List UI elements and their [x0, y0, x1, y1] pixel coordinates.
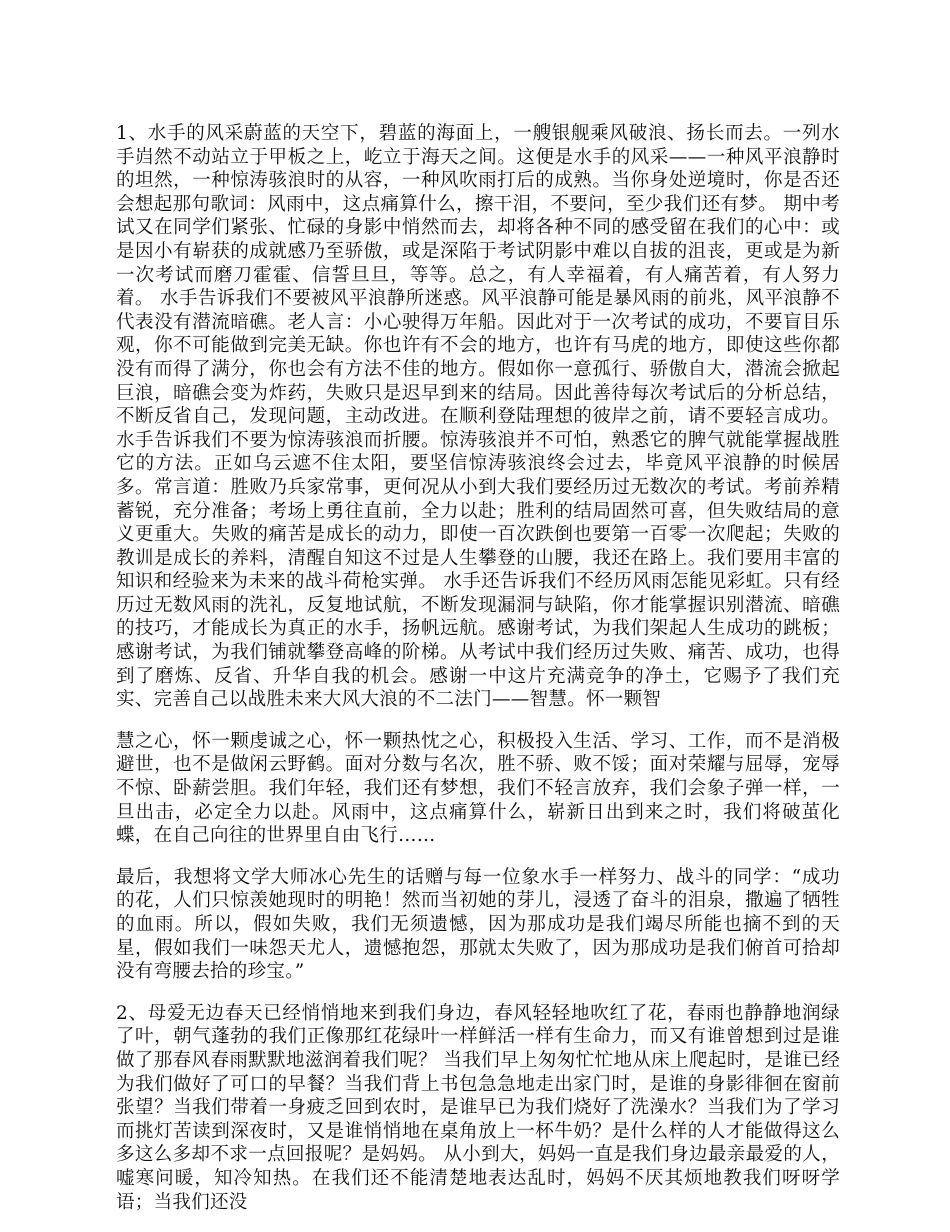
document-body — [116, 122, 840, 1232]
paragraph-bingxin-quote: 最后，我想将文学大师冰心先生的话赠与每一位象水手一样努力、战斗的同学：“成功的花，人们只惊羡她现时的明艳！然而当初她的芽儿，浸透了奋斗的泪泉，撒遍了牺牲的血雨。所以，假如失败，我们无须遗憾，因为那成功是我们竭尽所能也摘不到的天星，假如我们一味怨天尤人，遗憾抱怨，那就太失败了，因为那成功是我们俯首可拾却没有弯腰去拾的珍宝。” — [116, 866, 840, 983]
paragraph-sailor-essay: 1、水手的风采蔚蓝的天空下，碧蓝的海面上，一艘银舰乘风破浪、扬长而去。一列水手岿然不动站立于甲板之上，屹立于海天之间。这便是水手的风采——一种风平浪静时的坦然，一种惊涛骇浪时的从容，一种风吹雨打后的成熟。当你身处逆境时，你是否还会想起那句歌词：风雨中，这点痛算什么，擦干泪，不要问，至少我们还有梦。 期中考试又在同学们紧张、忙碌的身影中悄然而去，却将各种不同的感受留在我们的心中：或是因小有崭获的成就感乃至骄傲，或是深陷于考试阴影中难以自拔的沮丧，更或是为新一次考试而磨刀霍霍、信誓旦旦，等等。总之，有人幸福着，有人痛苦着，有人努力着。 水手告诉我们不要被风平浪静所迷惑。风平浪静可能是暴风雨的前兆，风平浪静不代表没有潜流暗礁。老人言：小心驶得万年船。因此对于一次考试的成功，不要盲目乐观，你不可能做到完美无缺。你也许有不会的地方，也许有马虎的地方，即使这些你都没有而得了满分，你也会有方法不佳的地方。假如你一意孤行、骄傲自大，潜流会掀起巨浪，暗礁会变为炸药，失败只是迟早到来的结局。因此善待每次考试后的分析总结，不断反省自己，发现问题，主动改进。在顺利登陆理想的彼岸之前，请不要轻言成功。 水手告诉我们不要为惊涛骇浪而折腰。惊涛骇浪并不可怕，熟悉它的脾气就能掌握战胜它的方法。正如乌云遮不住太阳，要坚信惊涛骇浪终会过去，毕竟风平浪静的时候居多。常言道：胜败乃兵家常事，更何况从小到大我们要经历过无数次的考试。考前养精蓄锐，充分准备；考场上勇往直前，全力以赴；胜利的结局固然可喜，但失败结局的意义更重大。失败的痛苦是成长的动力，即使一百次跌倒也要第一百零一次爬起；失败的教训是成长的养料，清醒自知这不过是人生攀登的山腰，我还在路上。我们要用丰富的知识和经验来为未来的战斗荷枪实弹。 水手还告诉我们不经历风雨怎能见彩虹。只有经历过无数风雨的洗礼，反复地试航，不断发现漏洞与缺陷，你才能掌握识别潜流、暗礁的技巧，才能成长为真正的水手，扬帆远航。感谢考试，为我们架起人生成功的跳板；感谢考试，为我们铺就攀登高峰的阶梯。从考试中我们经历过失败、痛苦、成功，也得到了磨炼、反省、升华自我的机会。感谢一中这片充满竞争的净土，它赐予了我们充实、完善自己以战胜未来大风大浪的不二法门——智慧。怀一颗智 — [116, 123, 840, 711]
paragraph-mother-love: 2、母爱无边春天已经悄悄地来到我们身边，春风轻轻地吹红了花，春雨也静静地润绿了叶，朝气蓬勃的我们正像那红花绿叶一样鲜活一样有生命力，而又有谁曾想到过是谁做了那春风春雨默默地滋润着我们呢？ 当我们早上匆匆忙忙地从床上爬起时，是谁已经为我们做好了可口的早餐？当我们背上书包急急地走出家门时，是谁的身影徘徊在窗前张望？当我们带着一身疲乏回到农时，是谁早已为我们烧好了洗澡水？当我们为了学习而挑灯苦读到深夜时，又是谁悄悄地在桌角放上一杯牛奶？是什么样的人才能做得这么多这么多却不求一点回报呢？是妈妈。 从小到大，妈妈一直是我们身边最亲最爱的人，嘘寒问暖，知冷知热。在我们还不能清楚地表达乱时，妈妈不厌其烦地教我们呀呀学语；当我们还没 — [116, 1002, 840, 1213]
paragraph-wisdom-heart: 慧之心，怀一颗虔诚之心，怀一颗热忱之心，积极投入生活、学习、工作，而不是消极避世，也不是做闲云野鹤。面对分数与名次，胜不骄、败不馁；面对荣耀与屈辱，宠辱不惊、卧薪尝胆。我们年轻，我们还有梦想，我们不轻言放弃，我们会象子弹一样，一旦出击，必定全力以赴。风雨中，这点痛算什么，崭新日出到来之时，我们将破茧化蝶，在自己向往的世界里自由飞行…… — [116, 730, 840, 847]
